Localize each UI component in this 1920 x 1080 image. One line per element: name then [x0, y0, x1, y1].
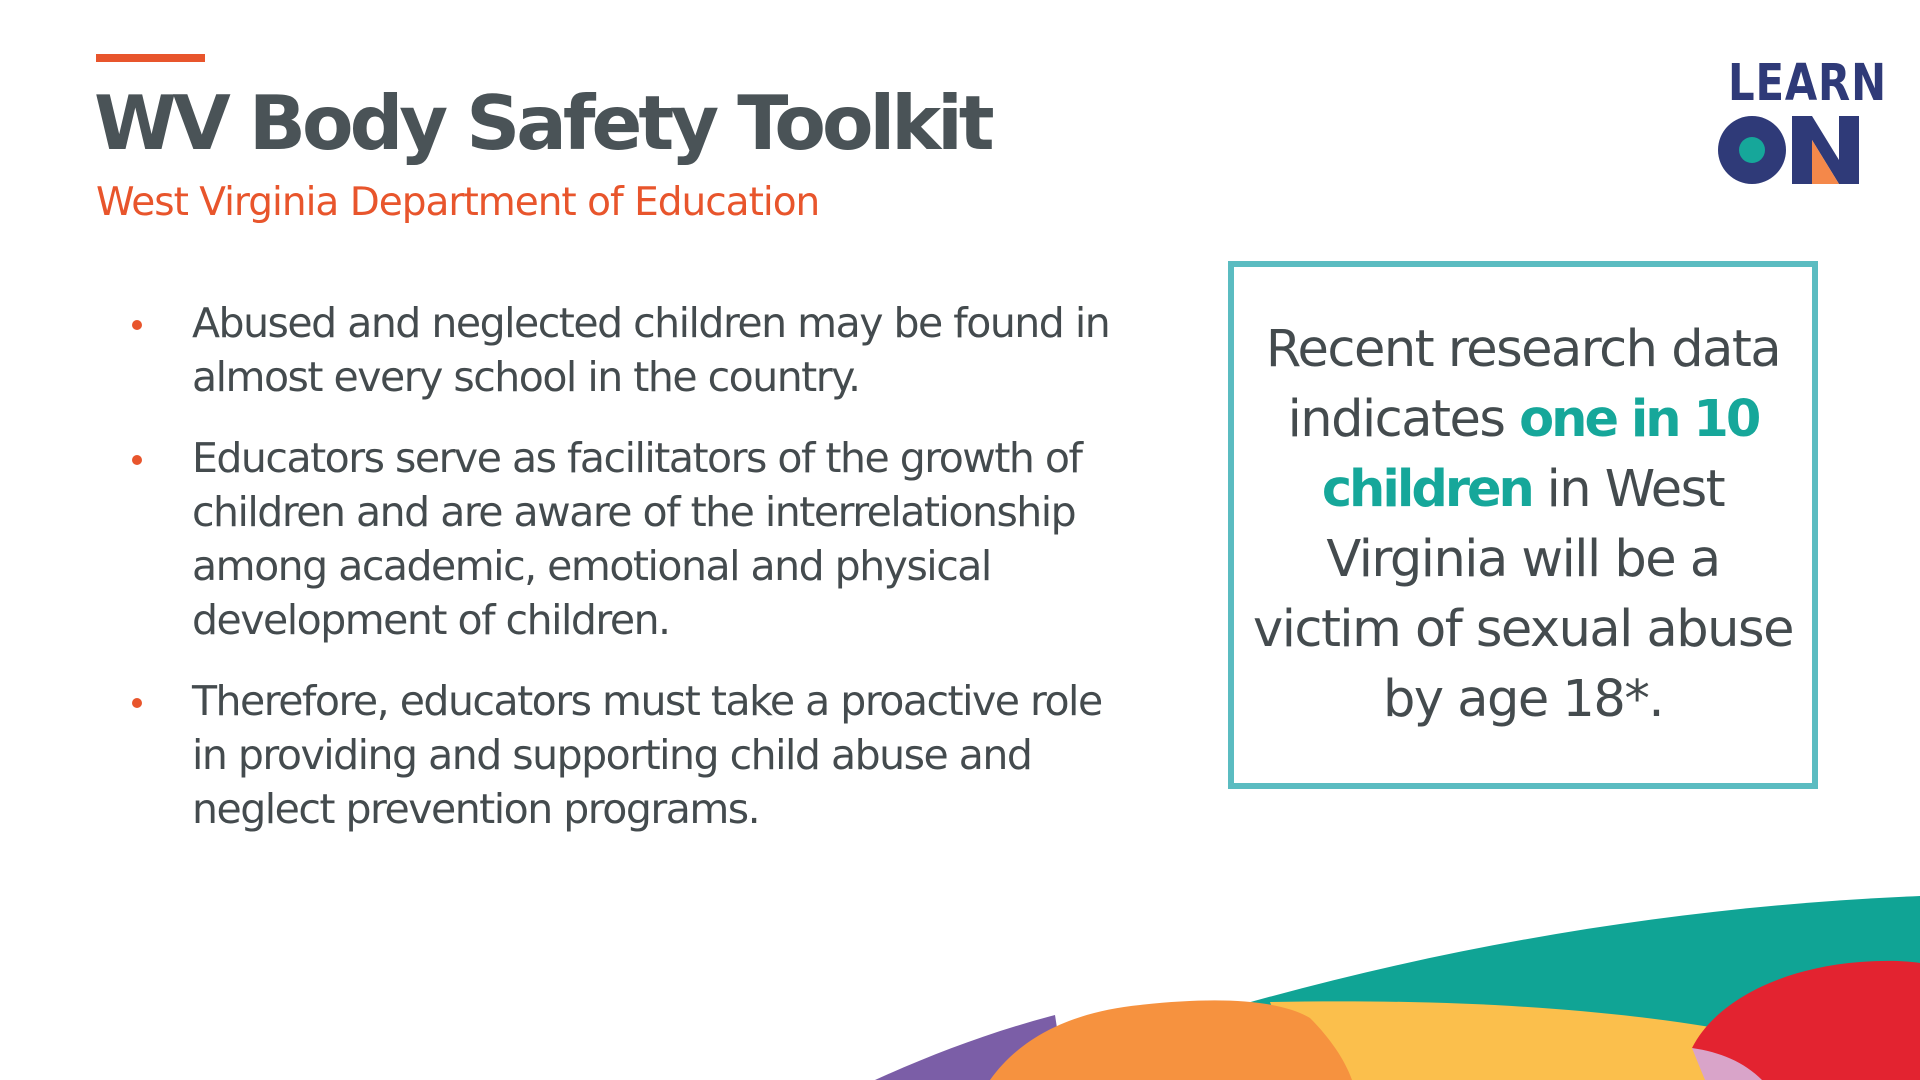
callout-text-before: Recent research data indicates	[1265, 320, 1781, 449]
wave-yellow	[1270, 1001, 1790, 1080]
wave-purple	[875, 1015, 1065, 1080]
slide-subtitle: West Virginia Department of Education	[96, 180, 820, 225]
bullet-item	[124, 674, 1144, 836]
bullet-text: Abused and neglected children may be found in almost every school in the country.	[192, 299, 1110, 401]
bullet-item	[124, 431, 1144, 647]
logo-n-left-stem	[1792, 116, 1812, 184]
learn-on-logo	[1718, 54, 1887, 186]
callout-text-after: in West Virginia will be a victim of sexual abuse by age 18*.	[1253, 460, 1793, 729]
bullet-dot	[132, 320, 142, 330]
slide-title: WV Body Safety Toolkit	[94, 79, 991, 167]
callout-highlight: one in 10 children	[1321, 390, 1759, 519]
bullet-text: Educators serve as facilitators of the growth of children and are aware of the interrelationship among academic, emotional and physical development of children.	[192, 434, 1082, 644]
wave-teal	[1240, 896, 1920, 1080]
bullet-dot	[132, 698, 142, 708]
wave-orange	[990, 1000, 1352, 1080]
bullet-text: Therefore, educators must take a proactive role in providing and supporting child abuse and neglect prevention programs.	[192, 677, 1102, 833]
callout-text	[1234, 315, 1812, 735]
wave-red	[1692, 961, 1920, 1080]
bullet-dot	[132, 455, 142, 465]
logo-on-mark	[1718, 115, 1862, 185]
logo-o-center	[1739, 137, 1765, 163]
wave-pink	[1692, 1048, 1762, 1080]
statistic-callout-box	[1228, 261, 1818, 789]
logo-n-right-stem	[1839, 116, 1859, 184]
bullet-item	[124, 296, 1144, 404]
bullet-list	[124, 296, 1144, 863]
logo-learn-text: LEARN	[1728, 54, 1887, 113]
title-accent-bar	[96, 54, 205, 62]
